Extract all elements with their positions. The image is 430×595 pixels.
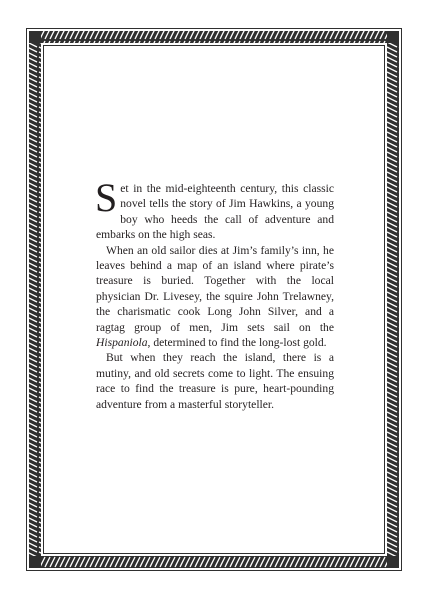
rope-right (387, 31, 399, 568)
blurb-paragraph-2 (96, 243, 334, 351)
ship-name: Hispaniola (96, 336, 148, 350)
rope-bottom (29, 556, 399, 568)
rope-left (29, 31, 41, 568)
book-blurb (95, 175, 334, 412)
blurb-paragraph-1-text: et in the mid-eighteenth century, this classic novel tells the story of Jim Hawkins, a young boy who heeds the call of adventure and embarks on the high seas. (96, 182, 334, 242)
blurb-paragraph-2-text: When an old sailor dies at Jim’s family’s inn, he leaves behind a map of an island where pirate’s treasure is buried. Together with the local physician Dr. Livesey, the squire John Trelawney, the charismatic cook Long John Silver, and a ragtag group of men, Jim sets sail on the (96, 243, 334, 334)
rope-top (29, 31, 399, 43)
blurb-paragraph-2-tail: , determined to find the long-lost gold. (147, 336, 327, 350)
blurb-paragraph-3 (96, 350, 334, 412)
drop-cap: S (95, 175, 118, 220)
blurb-paragraph-1 (95, 175, 334, 243)
blurb-paragraph-3-text: But when they reach the island, there is a mutiny, and old secrets come to light. The ensuing race to find the treasure is pure, heart-pounding adventure from a masterful storyteller. (96, 351, 334, 411)
